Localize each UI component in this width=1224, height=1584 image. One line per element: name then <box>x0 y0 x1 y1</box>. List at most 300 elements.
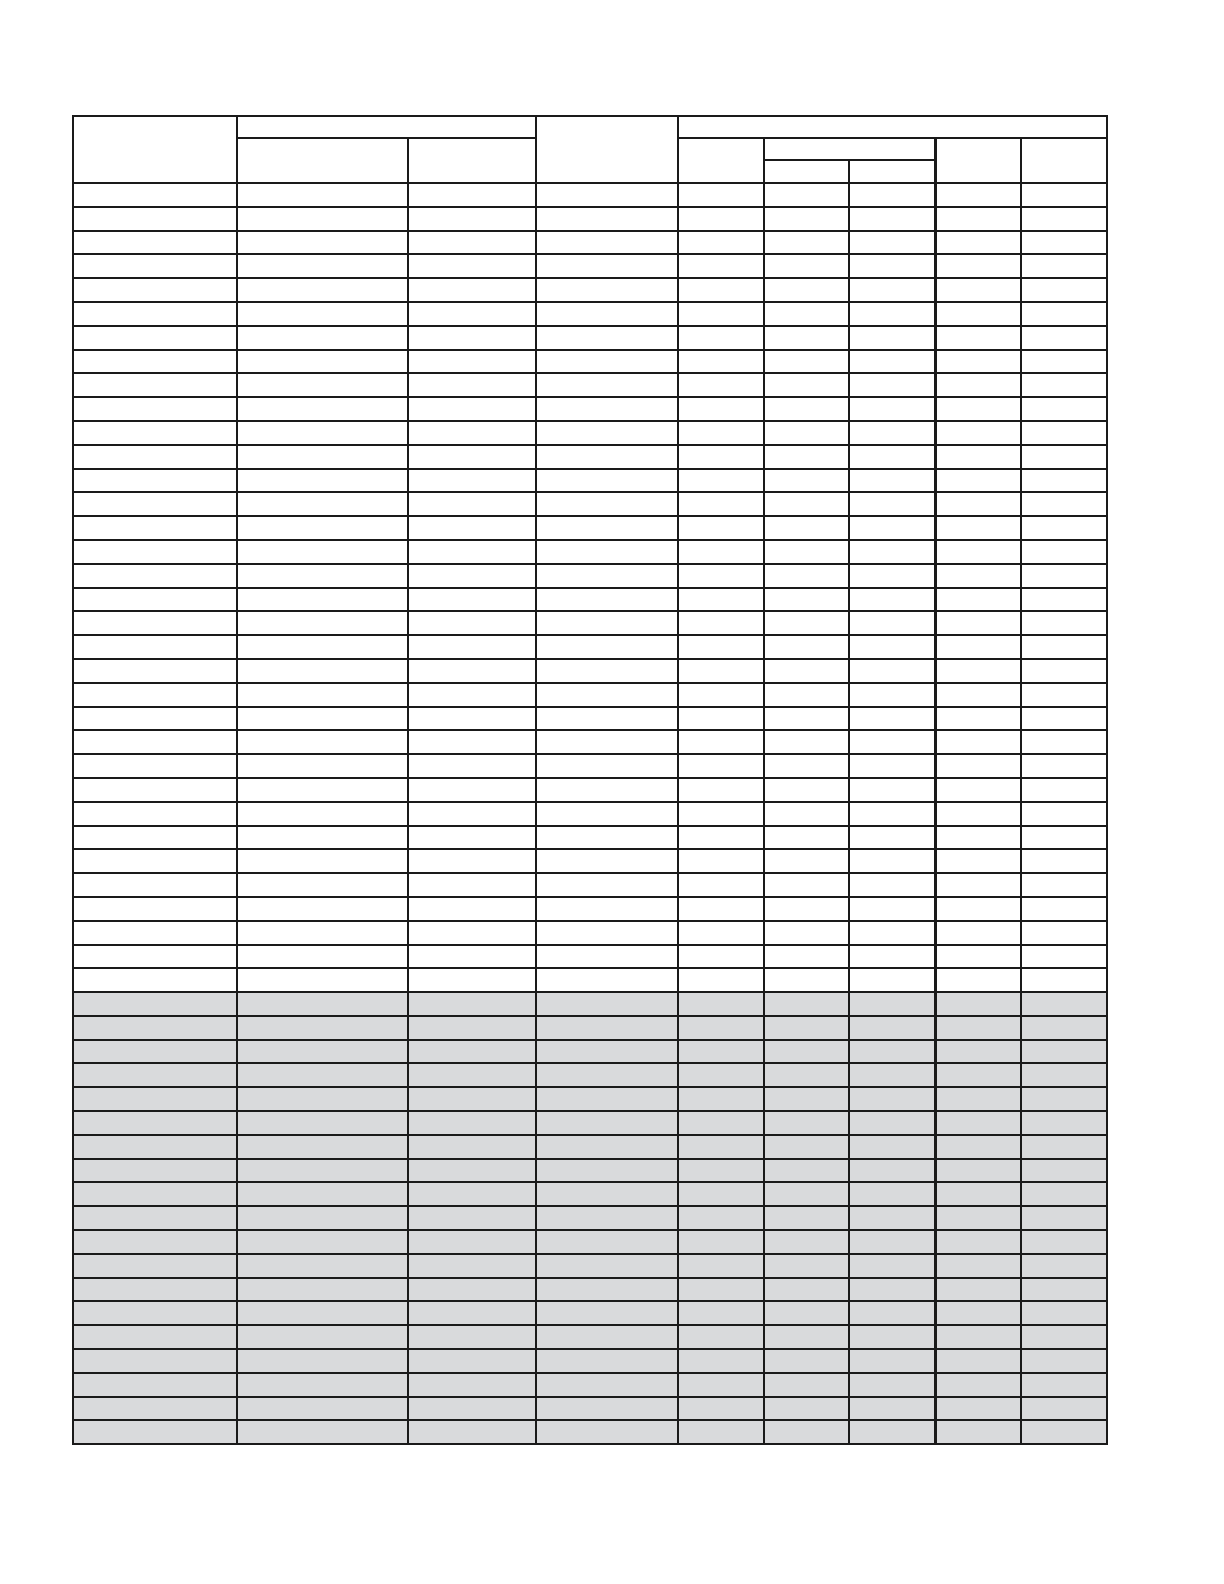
table-cell <box>73 350 237 374</box>
table-cell <box>1021 707 1107 731</box>
table-cell <box>935 564 1021 588</box>
table-cell <box>237 207 408 231</box>
table-cell <box>849 611 935 635</box>
table-cell <box>536 183 678 207</box>
table-cell <box>536 897 678 921</box>
table-cell <box>536 1111 678 1135</box>
table-cell <box>1021 326 1107 350</box>
table-cell <box>408 421 536 445</box>
table-cell <box>237 492 408 516</box>
table-cell <box>536 421 678 445</box>
table-cell <box>536 540 678 564</box>
header-cell <box>1021 138 1107 183</box>
table-cell <box>849 683 935 707</box>
table-cell <box>1021 1016 1107 1040</box>
table-cell <box>408 445 536 469</box>
table-row-shaded <box>73 1420 1107 1444</box>
table-cell <box>935 802 1021 826</box>
table-cell <box>764 397 849 421</box>
table-cell <box>678 826 764 850</box>
table-row <box>73 945 1107 969</box>
table-body <box>73 116 1107 1444</box>
table-cell <box>237 802 408 826</box>
table-cell <box>73 611 237 635</box>
table-row <box>73 326 1107 350</box>
table-cell <box>408 968 536 992</box>
table-cell <box>935 469 1021 493</box>
table-cell <box>849 707 935 731</box>
table-cell <box>849 1230 935 1254</box>
table-cell <box>237 373 408 397</box>
table-cell <box>935 516 1021 540</box>
table-cell <box>536 1159 678 1183</box>
table-cell <box>678 1206 764 1230</box>
table-cell <box>849 231 935 255</box>
table-cell <box>935 1182 1021 1206</box>
table-row-shaded <box>73 1254 1107 1278</box>
table-cell <box>408 1182 536 1206</box>
table-row <box>73 921 1107 945</box>
table-cell <box>764 302 849 326</box>
header-cell <box>849 160 935 183</box>
table-cell <box>408 350 536 374</box>
table-cell <box>1021 302 1107 326</box>
table-cell <box>408 588 536 612</box>
table-cell <box>849 1325 935 1349</box>
table-cell <box>764 254 849 278</box>
table-cell <box>764 278 849 302</box>
table-cell <box>678 1182 764 1206</box>
table-cell <box>408 326 536 350</box>
table-cell <box>849 1278 935 1302</box>
table-cell <box>73 1420 237 1444</box>
table-cell <box>849 1040 935 1064</box>
table-cell <box>408 231 536 255</box>
table-row <box>73 302 1107 326</box>
table-row <box>73 849 1107 873</box>
table-row <box>73 968 1107 992</box>
table-cell <box>1021 802 1107 826</box>
table-cell <box>536 992 678 1016</box>
table-cell <box>536 302 678 326</box>
table-cell <box>73 1278 237 1302</box>
table-cell <box>73 635 237 659</box>
table-cell <box>73 302 237 326</box>
table-cell <box>408 635 536 659</box>
table-cell <box>764 1159 849 1183</box>
table-cell <box>237 968 408 992</box>
table-cell <box>237 1111 408 1135</box>
table-cell <box>536 1254 678 1278</box>
table-cell <box>764 1349 849 1373</box>
table-cell <box>536 1087 678 1111</box>
table-cell <box>935 707 1021 731</box>
table-cell <box>408 1063 536 1087</box>
table-cell <box>1021 921 1107 945</box>
table-cell <box>1021 1397 1107 1421</box>
table-cell <box>764 826 849 850</box>
table-cell <box>536 1420 678 1444</box>
table-cell <box>764 754 849 778</box>
table-cell <box>1021 1254 1107 1278</box>
table-row <box>73 516 1107 540</box>
table-cell <box>849 421 935 445</box>
table-cell <box>408 207 536 231</box>
table-cell <box>237 1040 408 1064</box>
table-cell <box>849 802 935 826</box>
table-cell <box>408 373 536 397</box>
table-cell <box>935 921 1021 945</box>
table-cell <box>678 707 764 731</box>
table-cell <box>536 492 678 516</box>
table-cell <box>237 326 408 350</box>
table-cell <box>935 611 1021 635</box>
table-cell <box>935 730 1021 754</box>
table-cell <box>935 1016 1021 1040</box>
table-cell <box>764 1111 849 1135</box>
table-cell <box>678 873 764 897</box>
table-cell <box>678 540 764 564</box>
table-row-shaded <box>73 1159 1107 1183</box>
table-cell <box>73 1135 237 1159</box>
table-cell <box>237 635 408 659</box>
table-cell <box>73 492 237 516</box>
header-row-1 <box>73 116 1107 138</box>
table-cell <box>73 1159 237 1183</box>
table-cell <box>73 754 237 778</box>
table-row <box>73 183 1107 207</box>
table-cell <box>237 849 408 873</box>
table-cell <box>408 1230 536 1254</box>
table-cell <box>849 1087 935 1111</box>
table-cell <box>1021 968 1107 992</box>
table-cell <box>73 897 237 921</box>
table-row <box>73 730 1107 754</box>
table-cell <box>237 588 408 612</box>
header-cell <box>764 160 849 183</box>
table-cell <box>237 516 408 540</box>
table-cell <box>237 183 408 207</box>
table-cell <box>849 1373 935 1397</box>
table-cell <box>849 469 935 493</box>
table-cell <box>935 397 1021 421</box>
table-cell <box>1021 350 1107 374</box>
table-cell <box>1021 588 1107 612</box>
table-cell <box>73 278 237 302</box>
table-row <box>73 897 1107 921</box>
table-cell <box>237 778 408 802</box>
table-cell <box>678 421 764 445</box>
table-row-shaded <box>73 1087 1107 1111</box>
table-cell <box>237 231 408 255</box>
table-cell <box>935 897 1021 921</box>
table-cell <box>536 254 678 278</box>
table-cell <box>764 659 849 683</box>
table-cell <box>849 968 935 992</box>
table-cell <box>237 564 408 588</box>
header-cell <box>678 138 764 183</box>
table-cell <box>1021 1230 1107 1254</box>
table-cell <box>237 1420 408 1444</box>
table-cell <box>536 945 678 969</box>
table-cell <box>764 231 849 255</box>
table-cell <box>678 1016 764 1040</box>
table-cell <box>237 350 408 374</box>
table-cell <box>408 992 536 1016</box>
table-cell <box>237 421 408 445</box>
table-cell <box>678 802 764 826</box>
table-cell <box>678 1087 764 1111</box>
table-cell <box>73 469 237 493</box>
table-cell <box>935 1373 1021 1397</box>
table-cell <box>73 659 237 683</box>
table-cell <box>1021 373 1107 397</box>
table-cell <box>73 778 237 802</box>
table-cell <box>935 1159 1021 1183</box>
table-cell <box>935 1040 1021 1064</box>
table-row-shaded <box>73 1230 1107 1254</box>
table-cell <box>1021 278 1107 302</box>
table-cell <box>408 492 536 516</box>
table-cell <box>1021 1040 1107 1064</box>
table-cell <box>1021 873 1107 897</box>
table-cell <box>1021 683 1107 707</box>
table-row <box>73 254 1107 278</box>
table-cell <box>73 1063 237 1087</box>
table-cell <box>1021 469 1107 493</box>
table-cell <box>237 1230 408 1254</box>
table-cell <box>536 683 678 707</box>
table-cell <box>237 1325 408 1349</box>
table-cell <box>678 683 764 707</box>
table-cell <box>237 611 408 635</box>
table-cell <box>935 540 1021 564</box>
table-cell <box>849 350 935 374</box>
table-cell <box>536 516 678 540</box>
header-cell <box>678 116 1107 138</box>
table-cell <box>237 897 408 921</box>
table-cell <box>408 611 536 635</box>
table-cell <box>536 231 678 255</box>
table-cell <box>73 1206 237 1230</box>
table-cell <box>73 1349 237 1373</box>
table-cell <box>73 516 237 540</box>
table-cell <box>849 1301 935 1325</box>
table-cell <box>678 659 764 683</box>
table-cell <box>408 1159 536 1183</box>
table-row <box>73 421 1107 445</box>
table-cell <box>764 611 849 635</box>
table-cell <box>935 588 1021 612</box>
table-cell <box>408 826 536 850</box>
table-cell <box>408 778 536 802</box>
table-row <box>73 778 1107 802</box>
table-cell <box>73 968 237 992</box>
table-cell <box>237 1016 408 1040</box>
table-cell <box>408 1254 536 1278</box>
table-cell <box>764 207 849 231</box>
table-cell <box>678 754 764 778</box>
table-cell <box>678 469 764 493</box>
table-cell <box>1021 1111 1107 1135</box>
table-cell <box>1021 1087 1107 1111</box>
table-cell <box>73 1040 237 1064</box>
table-cell <box>237 945 408 969</box>
table-cell <box>935 1135 1021 1159</box>
table-cell <box>678 445 764 469</box>
table-cell <box>408 1087 536 1111</box>
table-cell <box>408 397 536 421</box>
table-cell <box>849 445 935 469</box>
table-cell <box>237 754 408 778</box>
table-cell <box>408 730 536 754</box>
table-row <box>73 707 1107 731</box>
table-cell <box>935 1230 1021 1254</box>
table-cell <box>73 921 237 945</box>
table-cell <box>1021 1278 1107 1302</box>
table-cell <box>764 564 849 588</box>
table-row-shaded <box>73 1040 1107 1064</box>
table-cell <box>849 540 935 564</box>
table-row <box>73 469 1107 493</box>
table-cell <box>764 588 849 612</box>
table-cell <box>935 778 1021 802</box>
table-cell <box>408 945 536 969</box>
table-cell <box>1021 1301 1107 1325</box>
table-row-shaded <box>73 992 1107 1016</box>
table-cell <box>237 873 408 897</box>
table-cell <box>1021 183 1107 207</box>
table-cell <box>935 421 1021 445</box>
table-cell <box>764 350 849 374</box>
table-cell <box>536 350 678 374</box>
table-cell <box>237 730 408 754</box>
table-cell <box>935 207 1021 231</box>
table-cell <box>764 1254 849 1278</box>
table-cell <box>1021 516 1107 540</box>
table-cell <box>1021 540 1107 564</box>
table-cell <box>849 326 935 350</box>
table-cell <box>678 1254 764 1278</box>
table-cell <box>237 1206 408 1230</box>
table-cell <box>536 373 678 397</box>
table-cell <box>73 945 237 969</box>
table-cell <box>849 897 935 921</box>
table-cell <box>536 1135 678 1159</box>
table-cell <box>849 373 935 397</box>
table-cell <box>408 1206 536 1230</box>
table-cell <box>935 849 1021 873</box>
table-cell <box>678 492 764 516</box>
table-cell <box>536 326 678 350</box>
table-row <box>73 802 1107 826</box>
table-cell <box>764 778 849 802</box>
table-cell <box>764 873 849 897</box>
table-cell <box>73 683 237 707</box>
table-cell <box>764 849 849 873</box>
table-cell <box>935 1349 1021 1373</box>
table-cell <box>678 564 764 588</box>
table-cell <box>849 873 935 897</box>
table-cell <box>408 1040 536 1064</box>
table-cell <box>849 1063 935 1087</box>
table-cell <box>237 254 408 278</box>
table-cell <box>678 849 764 873</box>
table-cell <box>678 516 764 540</box>
table-cell <box>73 1230 237 1254</box>
table-cell <box>678 278 764 302</box>
table-cell <box>764 1063 849 1087</box>
table-cell <box>935 1278 1021 1302</box>
table-cell <box>678 1349 764 1373</box>
table-cell <box>73 826 237 850</box>
table-cell <box>237 1159 408 1183</box>
table-row <box>73 540 1107 564</box>
table-cell <box>678 1278 764 1302</box>
table-cell <box>849 826 935 850</box>
table-cell <box>678 897 764 921</box>
table-cell <box>849 849 935 873</box>
table-cell <box>764 492 849 516</box>
table-cell <box>237 1373 408 1397</box>
table-row <box>73 754 1107 778</box>
table-cell <box>536 564 678 588</box>
table-cell <box>764 992 849 1016</box>
table-cell <box>73 1397 237 1421</box>
table-cell <box>849 516 935 540</box>
table-cell <box>536 1373 678 1397</box>
table-cell <box>73 1325 237 1349</box>
table-cell <box>237 1135 408 1159</box>
table-cell <box>1021 1325 1107 1349</box>
table-cell <box>536 1397 678 1421</box>
table-cell <box>408 921 536 945</box>
table-cell <box>764 326 849 350</box>
table-cell <box>849 635 935 659</box>
table-cell <box>237 445 408 469</box>
table-cell <box>849 207 935 231</box>
table-row <box>73 659 1107 683</box>
table-cell <box>73 254 237 278</box>
table-cell <box>237 278 408 302</box>
table-cell <box>764 1230 849 1254</box>
table-cell <box>935 1325 1021 1349</box>
table-cell <box>935 683 1021 707</box>
table-cell <box>935 1301 1021 1325</box>
table-cell <box>764 1278 849 1302</box>
table-cell <box>1021 207 1107 231</box>
table-cell <box>935 1254 1021 1278</box>
table-cell <box>849 730 935 754</box>
table-cell <box>678 302 764 326</box>
table-cell <box>73 802 237 826</box>
table-cell <box>849 1016 935 1040</box>
table-cell <box>73 1016 237 1040</box>
table-row-shaded <box>73 1016 1107 1040</box>
table-cell <box>1021 1063 1107 1087</box>
table-cell <box>237 302 408 326</box>
table-cell <box>237 707 408 731</box>
table-cell <box>1021 254 1107 278</box>
table-cell <box>764 968 849 992</box>
table-cell <box>73 421 237 445</box>
table-cell <box>73 183 237 207</box>
table-cell <box>678 611 764 635</box>
table-cell <box>935 754 1021 778</box>
table-cell <box>678 231 764 255</box>
table-cell <box>935 254 1021 278</box>
table-cell <box>935 1063 1021 1087</box>
